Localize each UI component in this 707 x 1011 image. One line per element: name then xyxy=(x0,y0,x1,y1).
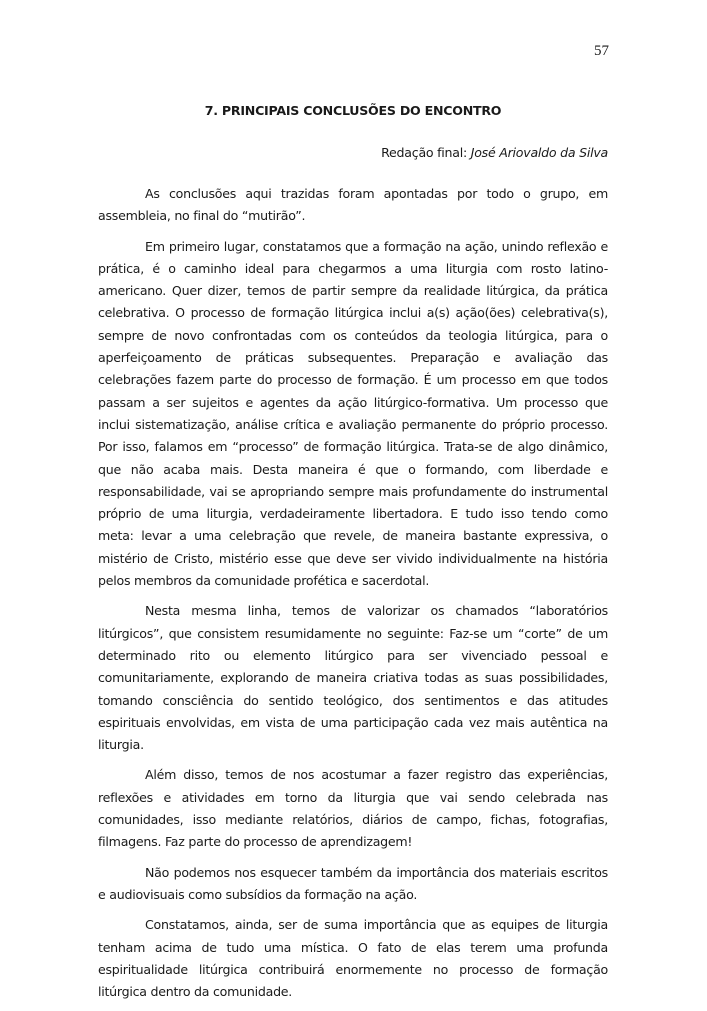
page-number: 57 xyxy=(594,43,609,59)
paragraph: Além disso, temos de nos acostumar a fazer registro das experiências, reflexões e atividades em torno da liturgia que vai sendo celebrada nas comunidades, isso mediante relatórios, diários de campo, fichas, fotografias, filmagens. Faz parte do processo de aprendizagem! xyxy=(98,767,608,850)
paragraph: Nesta mesma linha, temos de valorizar os chamados “laboratórios litúrgicos”, que consistem resumidamente no seguinte: Faz-se um “corte” de um determinado rito ou elemento litúrgico para ser vivenciado pessoal e comunitariamente, explorando de maneira criativa todas as suas possibilidades, tomando consciência do sentido teológico, dos sentimentos e das atitudes espirituais envolvidas, em vista de uma participação cada vez mais autêntica na liturgia. xyxy=(98,603,608,753)
paragraph: Não podemos nos esquecer também da importância dos materiais escritos e audiovisuais como subsídios da formação na ação. xyxy=(98,864,608,902)
body-text xyxy=(98,183,608,1011)
credit-author: José Ariovaldo da Silva xyxy=(470,145,608,160)
editorial-credit xyxy=(98,145,608,160)
paragraph: As conclusões aqui trazidas foram apontadas por todo o grupo, em assembleia, no final do “mutirão”. xyxy=(98,186,608,224)
paragraph: Em primeiro lugar, constatamos que a formação na ação, unindo reflexão e prática, é o caminho ideal para chegarmos a uma liturgia com rosto latino-americano. Quer dizer, temos de partir sempre da realidade litúrgica, da prática celebrativa. O processo de formação litúrgica inclui a(s) ação(ões) celebrativa(s), sempre de novo confrontadas com os conteúdos da teologia litúrgica, para o aperfeiçoamento de práticas subsequentes. Preparação e avaliação das celebrações fazem parte do processo de formação. É um processo em que todos passam a ser sujeitos e agentes da ação litúrgico-formativa. Um processo que inclui sistematização, análise crítica e avaliação permanente do próprio processo. Por isso, falamos em “processo” de formação litúrgica. Trata-se de algo dinâmico, que não acaba mais. Desta maneira é que o formando, com liberdade e responsabilidade, vai se apropriando sempre mais profundamente do instrumental próprio de uma liturgia, verdadeiramente libertadora. E tudo isso tendo como meta: levar a uma celebração que revele, de maneira bastante expressiva, o mistério de Cristo, mistério esse que deve ser vivido individualmente na história pelos membros da comunidade profética e sacerdotal. xyxy=(98,238,608,589)
credit-label: Redação final: xyxy=(381,145,467,160)
paragraph: Constatamos, ainda, ser de suma importância que as equipes de liturgia tenham acima de tudo uma mística. O fato de elas terem uma profunda espiritualidade litúrgica contribuirá enormemente no processo de formação litúrgica dentro da comunidade. xyxy=(98,917,608,1000)
section-title: 7. PRINCIPAIS CONCLUSÕES DO ENCONTRO xyxy=(204,103,502,118)
